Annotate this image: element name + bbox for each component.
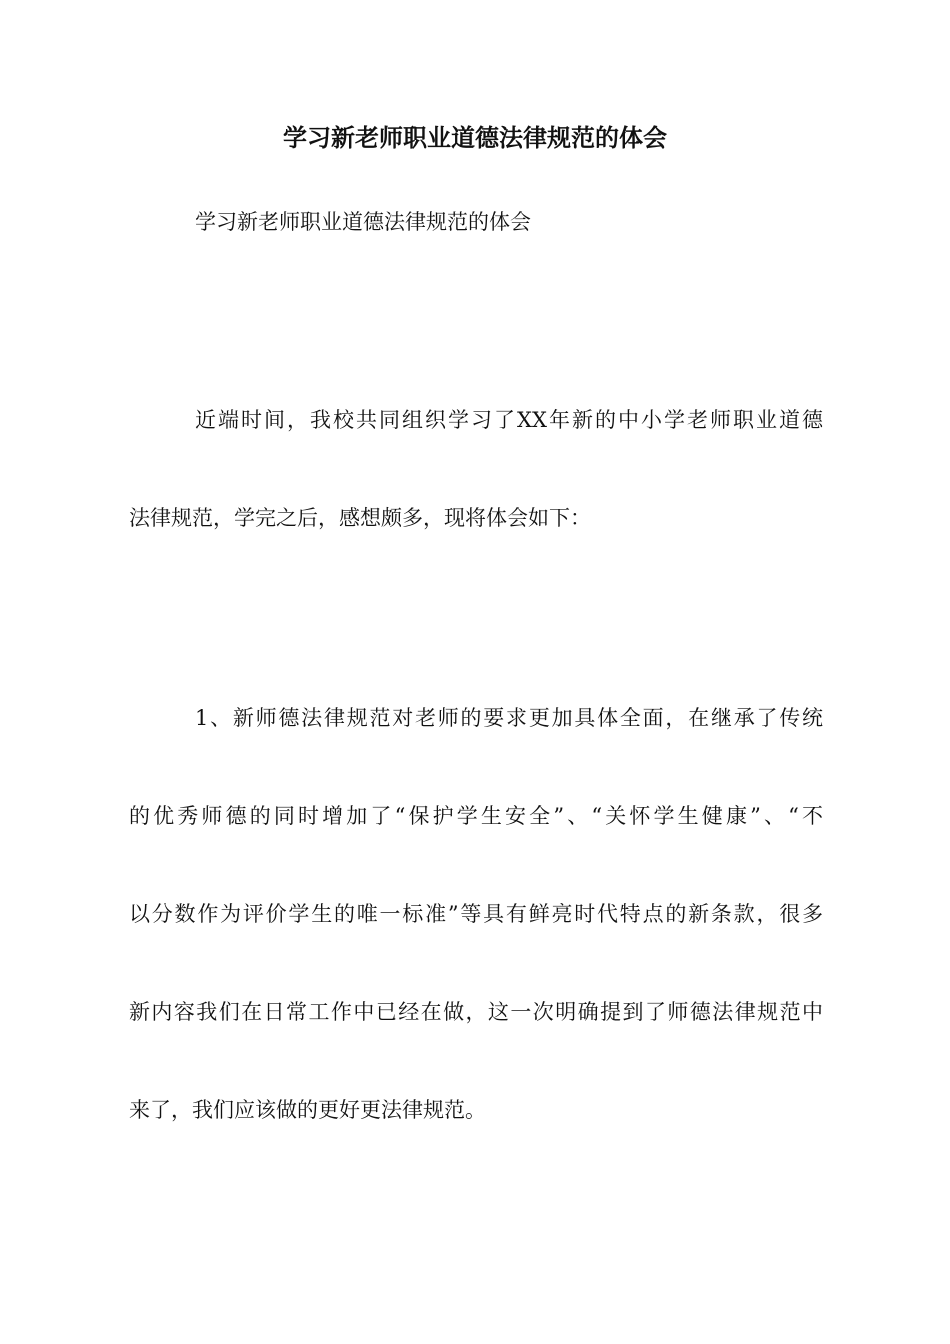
paragraph-line: 法律规范，学完之后，感想颇多，现将体会如下：	[129, 506, 591, 530]
paragraph-line: 新内容我们在日常工作中已经在做，这一次明确提到了师德法律规范中	[129, 1000, 823, 1024]
paragraph-point-1	[129, 703, 823, 1193]
paragraph-line: 的优秀师德的同时增加了“保护学生安全”、“关怀学生健康”、“不	[129, 804, 823, 828]
document-subtitle: 学习新老师职业道德法律规范的体会	[195, 210, 531, 234]
page-title: 学习新老师职业道德法律规范的体会	[283, 124, 667, 152]
paragraph-intro	[129, 405, 823, 601]
paragraph-line: 1、新师德法律规范对老师的要求更加具体全面，在继承了传统	[195, 706, 823, 730]
paragraph-line: 来了，我们应该做的更好更法律规范。	[129, 1098, 486, 1122]
paragraph-line: 以分数作为评价学生的唯一标准”等具有鲜亮时代特点的新条款，很多	[129, 902, 823, 926]
paragraph-line: 近端时间，我校共同组织学习了XX年新的中小学老师职业道德	[195, 408, 823, 432]
